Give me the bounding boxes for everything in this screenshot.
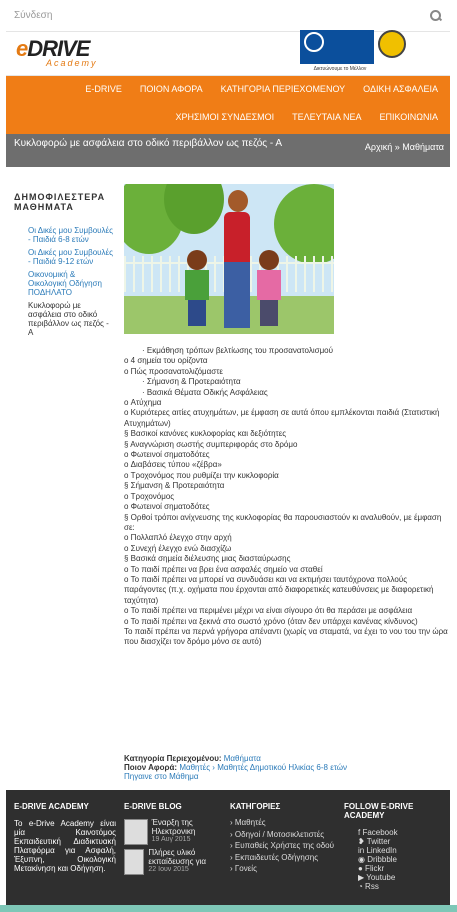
content-line: · Εκμάθηση τρόπων βελτίωσης του προσανατολισμού	[142, 346, 333, 355]
post-thumbnail[interactable]	[124, 849, 144, 875]
category-link[interactable]: Μαθήματα	[223, 754, 261, 763]
social-link[interactable]: in LinkedIn	[358, 846, 397, 855]
lesson-illustration	[124, 184, 334, 334]
content-line: o Τροχονόμος	[124, 491, 175, 501]
post-date: 19 Αυγ 2015	[151, 836, 191, 843]
footer-about-title: E-DRIVE ACADEMY	[14, 802, 89, 811]
content-line: o Τροχονόμος που ρυθμίζει την κυκλοφορία	[124, 470, 279, 480]
social-link[interactable]: ◉ Dribbble	[358, 855, 397, 864]
footer	[6, 790, 450, 912]
post-title[interactable]: Πλήρες υλικό εκπαίδευσης για	[148, 848, 207, 866]
audience-link[interactable]: Μαθητές › Μαθητές Δημοτικού Ηλικίας 6-8 ετών	[179, 763, 348, 772]
footer-category-link[interactable]: › Ευπαθείς Χρήστες της οδού	[230, 841, 334, 850]
content-line: o Κυριότερες αιτίες ατυχημάτων, με έμφαση σε αυτά όπου εμπλέκονται παιδιά (Στατιστική Ατυχημάτων)	[124, 408, 440, 428]
footer-category-link[interactable]: › Οδηγοί / Μοτοσικλετιστές	[230, 829, 325, 839]
footer-category-link[interactable]: › Μαθητές	[230, 818, 266, 827]
content-line: o Πολλαπλό έλεγχο στην αρχή	[124, 533, 232, 543]
content-line: § Βασικοί κανόνες κυκλοφορίας και δεξιότητες	[124, 429, 287, 439]
post-title[interactable]: Έναρξη της Ηλεκτρονικη	[151, 818, 196, 836]
content-line: o 4 σημεία του ορίζοντα	[124, 356, 208, 366]
title-bar	[6, 134, 450, 167]
content-line: o Το παιδί πρέπει να βρει ένα ασφαλές σημείο να σταθεί	[124, 564, 323, 574]
main-nav	[6, 76, 450, 134]
sidebar-item: Κυκλοφορώ με ασφάλεια στο οδικό περιβάλλον ως πεζός - Α	[28, 301, 109, 337]
post-thumbnail[interactable]	[124, 819, 148, 845]
footer-categories-title: ΚΑΤΗΓΟΡΙΕΣ	[230, 802, 281, 811]
social-link[interactable]: ● Flickr	[358, 864, 385, 873]
content-line: § Ορθοί τρόποι ανίχνευσης της κυκλοφορίας θα παρουσιαστούν κι αναλυθούν, με έμφαση σε:	[124, 512, 442, 532]
search-icon[interactable]	[430, 10, 442, 22]
nav-item[interactable]: ΧΡΗΣΙΜΟΙ ΣΥΝΔΕΣΜΟΙ	[175, 112, 275, 122]
footer-blog-title: E-DRIVE BLOG	[124, 802, 182, 811]
ministry-logo	[300, 30, 374, 72]
social-link[interactable]: ▶ Youtube	[358, 873, 396, 882]
breadcrumb[interactable]: Αρχική » Μαθήματα	[364, 142, 444, 152]
sidebar-heading: ΔΗΜΟΦΙΛΕΣΤΕΡΑ ΜΑΘΗΜΑΤΑ	[14, 192, 106, 212]
back-to-lesson-link[interactable]: Πηγαινε στο Μάθημα	[124, 772, 199, 781]
login-bar	[6, 0, 450, 32]
content-line: o Ατύχημα	[124, 398, 162, 408]
sidebar-item[interactable]: Οι Δικές μου Συμβουλές - Παιδιά 9-12 ετών	[28, 248, 113, 266]
content-line: · Βασικά Θέματα Οδικής Ασφάλειας	[142, 387, 268, 397]
content-line: o Φωτεινοί σηματοδότες	[124, 450, 210, 460]
social-link[interactable]: f Facebook	[358, 828, 398, 837]
content-line: § Αναγνώριση σωστής συμπεριφοράς στο δρόμο	[124, 439, 298, 449]
sidebar	[14, 192, 114, 341]
lesson-meta: Κατηγορία Περιεχομένου: Μαθήματα Ποιον Αφορά: Μαθητές › Μαθητές Δημοτικού Ηλικίας 6-8 ετών Πηγαινε στο Μάθημα	[124, 754, 450, 781]
content-line: · Σήμανση & Προτεραιότητα	[142, 377, 241, 387]
footer-category-link[interactable]: › Γονείς	[230, 864, 257, 873]
content-line: Το παιδί πρέπει να περνά γρήγορα απέναντι (χωρίς να σταματά, να έχει το νου του την ώρα που διασχίζει τον δρόμο μόνο σε αυτό)	[124, 626, 448, 647]
content-line: o Διαβάσεις τύπου «ζέβρα»	[124, 460, 222, 470]
footer-follow-title: FOLLOW E-DRIVE ACADEMY	[344, 802, 414, 820]
nav-item[interactable]: ΤΕΛΕΥΤΑΙΑ ΝΕΑ	[292, 112, 362, 122]
footer-about-text: Το e-Drive Academy είναι μία Καινοτόμος Εκπαιδευτική Διαδικτυακή Πλατφόρμα για Ασφαλή, Έξυπνη, Οικολογική Μετακίνηση και Οδήγηση.	[14, 819, 116, 873]
ministry-caption: Δικτυώνουμε το Μέλλον	[313, 66, 367, 72]
sidebar-item[interactable]: Οικονομική & Οικολογική Οδήγηση ΠΟΔΗΛΑΤΟ	[28, 270, 102, 297]
content-line: o Το παιδί πρέπει να ξεκινά στο σωστό χρόνο (όταν δεν υπάρχει κανένας κίνδυνος)	[124, 616, 418, 626]
content-line: o Το παιδί πρέπει να μπορεί να συνδυάσει και να εκτιμήσει ταυτόχρονα πολλούς παράγοντες (π.χ. οχήματα που έρχονται από διαφορετικές κατευθύνσεις με διαφορετική ταχύτητα)	[124, 574, 434, 605]
social-link[interactable]: ◔ Rss	[358, 882, 379, 891]
content-line: o Πώς προσανατολιζόμαστε	[124, 366, 223, 376]
bottom-strip	[0, 905, 457, 912]
main-content	[124, 184, 450, 648]
nav-item[interactable]: ΕΠΙΚΟΙΝΩΝΙΑ	[379, 112, 438, 122]
road-safety-logo	[378, 30, 446, 64]
content-line: § Σήμανση & Προτεραιότητα	[124, 481, 225, 491]
content-line: o Φωτεινοί σηματοδότες	[124, 502, 210, 512]
nav-item[interactable]: ΚΑΤΗΓΟΡΙΑ ΠΕΡΙΕΧΟΜΕΝΟΥ	[220, 84, 346, 94]
lesson-body	[124, 346, 450, 648]
nav-item[interactable]: ΟΔΙΚΗ ΑΣΦΑΛΕΙΑ	[363, 84, 438, 94]
page	[6, 0, 450, 912]
blog-post[interactable]	[124, 819, 224, 845]
nav-item[interactable]: E-DRIVE	[85, 84, 122, 94]
footer-category-link[interactable]: › Εκπαιδευτές Οδήγησης	[230, 852, 319, 862]
social-link[interactable]: ❥ Twitter	[358, 837, 391, 846]
content-line: o Συνεχή έλεγχο ενώ διασχίζω	[124, 543, 232, 553]
page-title: Κυκλοφορώ με ασφάλεια στο οδικό περιβάλλον ως πεζός - Α	[14, 138, 283, 149]
edrive-logo[interactable]: eDRIVE Academy	[16, 36, 98, 68]
post-date: 22 Ιουν 2015	[148, 866, 189, 873]
sidebar-item[interactable]: Οι Δικές μου Συμβουλές - Παιδιά 6-8 ετών	[28, 226, 113, 244]
blog-post[interactable]	[124, 849, 224, 875]
seal-icon	[378, 30, 406, 58]
nav-item[interactable]: ΠΟΙΟΝ ΑΦΟΡΑ	[139, 84, 203, 94]
content-line: o Το παιδί πρέπει να περιμένει μέχρι να είναι σίγουρο ότι θα περάσει με ασφάλεια	[124, 606, 413, 616]
search-input[interactable]: Σύνδεση	[14, 10, 53, 21]
content-line: § Βασικά σημεία διέλευσης μιας διασταύρωσης	[124, 554, 291, 564]
